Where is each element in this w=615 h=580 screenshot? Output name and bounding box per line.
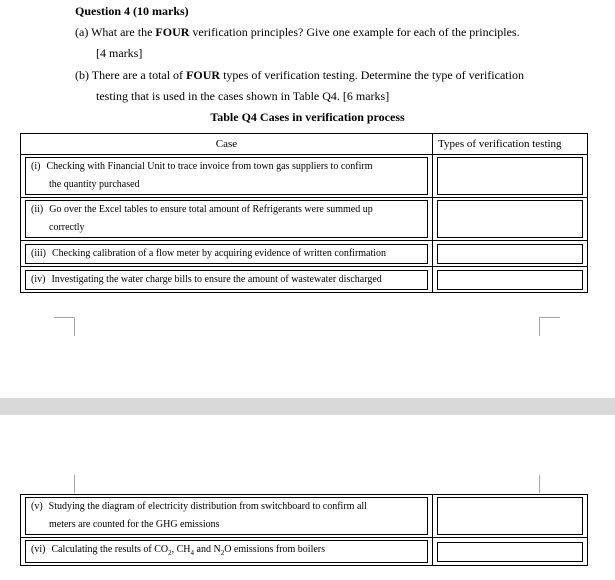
case-cell — [25, 270, 428, 290]
header-type: Types of verification testing — [433, 134, 588, 155]
header-case: Case — [21, 134, 433, 155]
part-b-line2: testing that is used in the cases shown in Table Q4. [6 marks] — [96, 89, 390, 103]
page-separator — [0, 398, 615, 415]
table-row — [21, 495, 588, 538]
cases-table-page1 — [20, 133, 588, 293]
case-text: Checking calibration of a flow meter by acquiring evidence of written confirmation — [52, 247, 387, 259]
margin-mark-left — [74, 475, 75, 493]
part-a-line1 — [75, 25, 520, 40]
table-row — [21, 198, 588, 241]
case-number: (v) — [31, 501, 43, 512]
answer-cell[interactable] — [437, 200, 583, 238]
subscript: 4 — [190, 549, 195, 557]
table-caption: Table Q4 Cases in verification process — [210, 110, 405, 124]
case-text: O emissions from boilers — [224, 544, 326, 555]
question-title: Question 4 (10 marks) — [75, 4, 189, 18]
case-number: (vi) — [31, 544, 46, 555]
answer-cell[interactable] — [437, 244, 583, 264]
part-a-marks: [4 marks] — [96, 46, 143, 60]
part-b-suffix: types of verification testing. Determine the type of verification — [220, 68, 524, 82]
subscript: 2 — [168, 549, 172, 557]
case-cell — [25, 200, 428, 238]
case-number: (iv) — [31, 273, 46, 285]
margin-mark-right — [539, 475, 540, 493]
case-text: Go over the Excel tables to ensure total amount of Refrigerants were summed up — [49, 204, 373, 215]
answer-cell[interactable] — [437, 270, 583, 290]
case-cell — [25, 244, 428, 264]
crop-mark-right — [539, 317, 560, 336]
case-number: (ii) — [31, 204, 44, 215]
case-text-cont: meters are counted for the GHG emissions — [49, 519, 220, 530]
case-text: and N — [194, 544, 221, 555]
table-row — [21, 155, 588, 198]
table-header-row — [21, 134, 588, 155]
case-cell — [25, 540, 428, 563]
case-text: , CH — [171, 544, 191, 555]
crop-mark-left — [54, 317, 75, 336]
case-cell — [25, 157, 428, 195]
part-a-suffix: verification principles? Give one example for each of the principles. — [189, 25, 520, 39]
case-number: (i) — [31, 161, 41, 172]
case-number: (iii) — [31, 247, 46, 259]
table-row — [21, 267, 588, 293]
case-cell — [25, 497, 428, 535]
part-a-prefix: (a) What are the — [75, 25, 156, 39]
part-b-bold: FOUR — [186, 68, 221, 82]
case-text: Checking with Financial Unit to trace invoice from town gas suppliers to confirm — [46, 161, 373, 172]
part-b-prefix: (b) There are a total of — [75, 68, 187, 82]
cases-table-page2 — [20, 494, 588, 566]
case-text: Calculating the results of CO — [51, 544, 169, 555]
case-text: Investigating the water charge bills to ensure the amount of wastewater discharged — [51, 273, 382, 285]
subscript: 2 — [220, 549, 225, 557]
case-text-cont: correctly — [49, 222, 85, 233]
table-row — [21, 241, 588, 267]
case-text: Studying the diagram of electricity distribution from switchboard to confirm all — [48, 501, 367, 512]
case-text-cont: the quantity purchased — [49, 179, 140, 190]
answer-cell[interactable] — [437, 542, 583, 562]
part-b-line1 — [75, 68, 524, 83]
answer-cell[interactable] — [437, 157, 583, 195]
answer-cell[interactable] — [437, 497, 583, 535]
part-a-bold: FOUR — [155, 25, 190, 39]
table-row — [21, 538, 588, 566]
